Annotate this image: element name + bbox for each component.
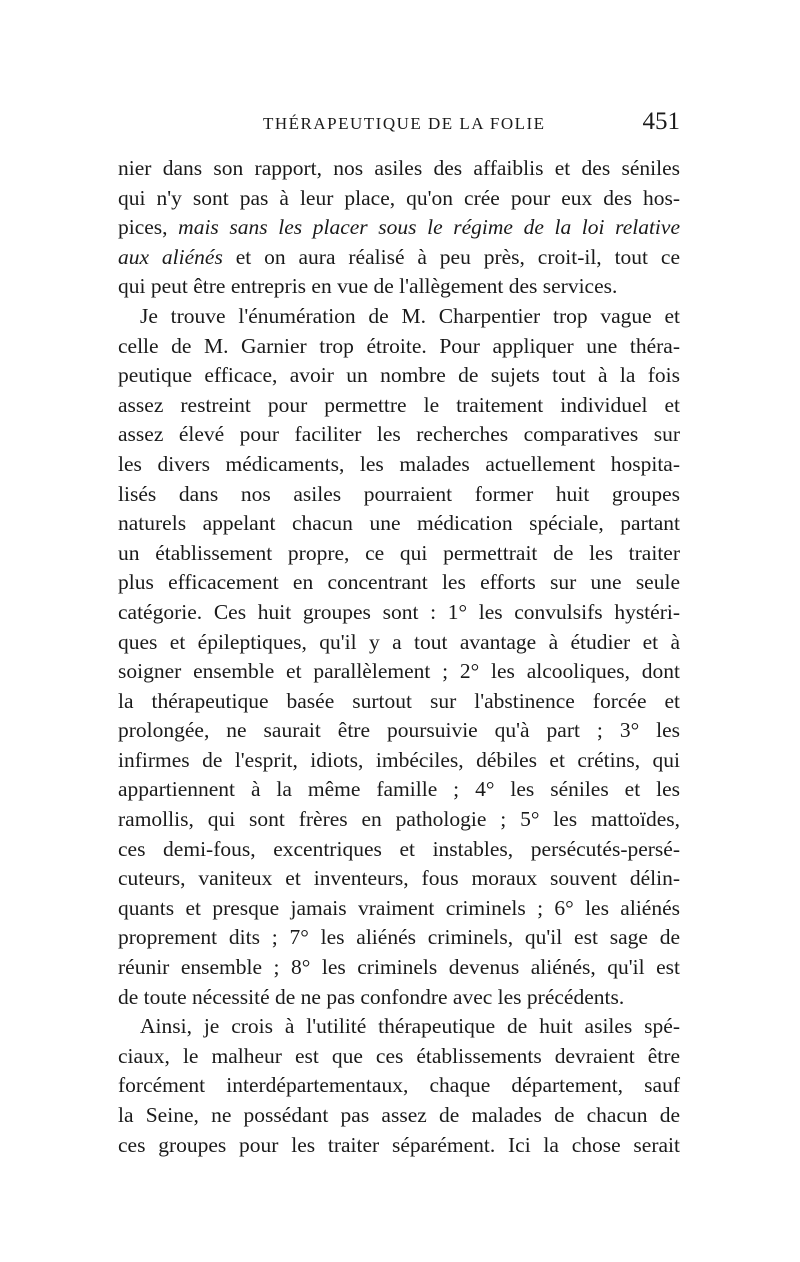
text-line: Je trouve l'énumération de M. Charpentier trop vague et (140, 303, 680, 328)
text-line: naturels appelant chacun une médication spéciale, partant (118, 511, 680, 536)
running-title: THÉRAPEUTIQUE DE LA FOLIE (263, 114, 546, 133)
text-line: la thérapeutique basée surtout sur l'abstinence forcée et (118, 688, 680, 713)
text-line: ciaux, le malheur est que ces établissements devraient être (118, 1043, 680, 1068)
text-line: un établissement propre, ce qui permettrait de les traiter (118, 540, 680, 565)
text-line: celle de M. Garnier trop étroite. Pour appliquer une théra- (118, 333, 680, 358)
text-line: réunir ensemble ; 8° les criminels devenus aliénés, qu'il est (118, 955, 680, 980)
text-line: Ainsi, je crois à l'utilité thérapeutique de huit asiles spé- (140, 1014, 680, 1039)
text-line (118, 213, 680, 243)
text-line: ques et épileptiques, qu'il y a tout avantage à étudier et à (118, 629, 680, 654)
text-run: et on aura réalisé à peu près, croit-il, tout ce (222, 244, 680, 269)
text-line: qui peut être entrepris en vue de l'allègement des services. (118, 274, 618, 299)
text-line: appartiennent à la même famille ; 4° les séniles et les (118, 777, 680, 802)
italic-run: aux aliénés (118, 244, 223, 269)
text-line: plus efficacement en concentrant les efforts sur une seule (118, 570, 680, 595)
text-line: peutique efficace, avoir un nombre de sujets tout à la fois (118, 363, 680, 388)
text-line: soigner ensemble et parallèlement ; 2° les alcooliques, dont (118, 659, 680, 684)
text-line: ces groupes pour les traiter séparément. Ici la chose serait (118, 1132, 680, 1157)
text-line: prolongée, ne saurait être poursuivie qu'à part ; 3° les (118, 718, 680, 743)
text-line: les divers médicaments, les malades actuellement hospita- (118, 451, 680, 476)
text-line: assez élevé pour faciliter les recherches comparatives sur (118, 422, 680, 447)
text-line: infirmes de l'esprit, idiots, imbéciles, débiles et crétins, qui (118, 747, 680, 772)
text-line: proprement dits ; 7° les aliénés criminels, qu'il est sage de (118, 925, 680, 950)
page-number: 451 (642, 108, 680, 135)
italic-run: mais sans les placer sous le régime de la loi relative (178, 215, 680, 240)
text-line: ces demi-fous, excentriques et instables, persécutés-persé- (118, 836, 680, 861)
text-run: pices, (118, 215, 179, 240)
text-line: catégorie. Ces huit groupes sont : 1° les convulsifs hystéri- (118, 599, 680, 624)
text-line: cuteurs, vaniteux et inventeurs, fous moraux souvent délin- (118, 866, 680, 891)
page-header (118, 108, 680, 148)
text-line: de toute nécessité de ne pas confondre avec les précédents. (118, 984, 625, 1009)
text-line: ramollis, qui sont frères en pathologie ; 5° les mattoïdes, (118, 807, 680, 832)
text-line (118, 243, 680, 273)
text-line: forcément interdépartementaux, chaque département, sauf (118, 1073, 680, 1098)
text-line: lisés dans nos asiles pourraient former huit groupes (118, 481, 680, 506)
text-line: nier dans son rapport, nos asiles des affaiblis et des séniles (118, 156, 680, 180)
text-line: la Seine, ne possédant pas assez de malades de chacun de (118, 1103, 680, 1127)
body-text (118, 154, 680, 1160)
text-line: qui n'y sont pas à leur place, qu'on crée pour eux des hos- (118, 185, 680, 210)
text-line: quants et presque jamais vraiment criminels ; 6° les aliénés (118, 895, 680, 920)
text-line: assez restreint pour permettre le traitement individuel et (118, 392, 680, 417)
